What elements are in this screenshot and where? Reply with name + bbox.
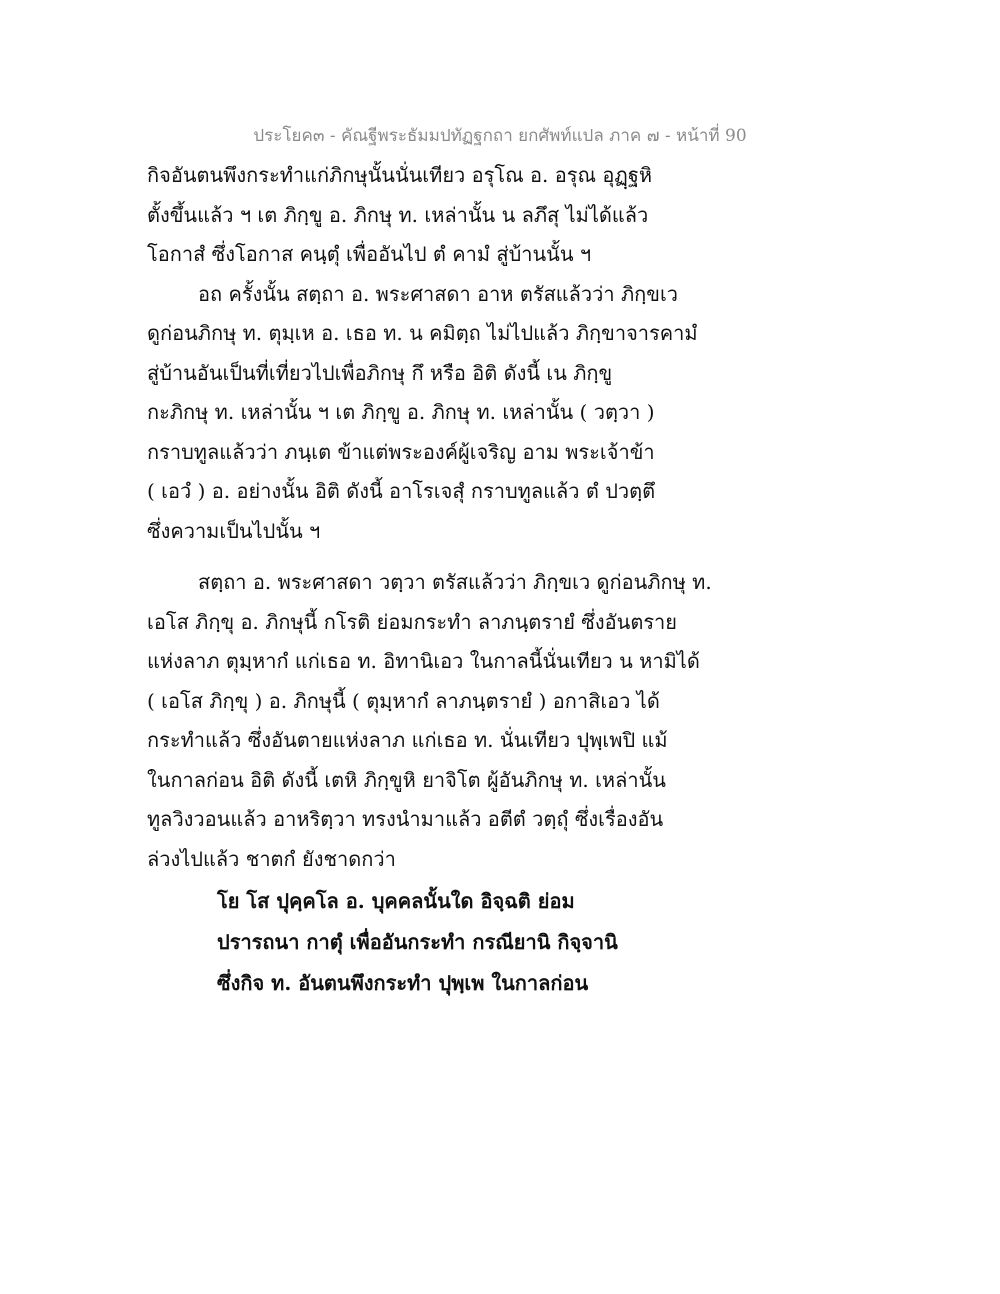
verse-line: ซึ่งกิจ ท. อันตนพึงกระทำ ปุพฺเพ ในกาลก่อน <box>217 971 589 995</box>
text-line: สู่บ้านอันเป็นที่เที่ยวไปเพื่อภิกษุ กึ หรือ อิติ ดังนี้ เน ภิกฺขู <box>147 360 613 385</box>
text-line: ในกาลก่อน อิติ ดังนี้ เตหิ ภิกฺขูหิ ยาจิโต ผู้อันภิกษุ ท. เหล่านั้น <box>147 767 666 792</box>
text-line: ซึ่งความเป็นไปนั้น ฯ <box>147 518 321 543</box>
text-line: แห่งลาภ ตุมฺหากํ แก่เธอ ท. อิทานิเอว ในกาลนี้นั่นเทียว น หามิได้ <box>147 649 700 673</box>
verse-block <box>147 881 867 1004</box>
document-body <box>147 156 867 1004</box>
text-line: เอโส ภิกฺขุ อ. ภิกษุนี้ กโรติ ย่อมกระทำ ลาภนฺตรายํ ซึ่งอันตราย <box>147 609 678 634</box>
paragraph-gap <box>147 551 867 563</box>
text-line: อถ ครั้งนั้น สตฺถา อ. พระศาสดา อาห ตรัสแล้วว่า ภิกฺขเว <box>198 281 679 306</box>
text-line: กะภิกษุ ท. เหล่านั้น ฯ เต ภิกฺขู อ. ภิกษุ ท. เหล่านั้น ( วตฺวา ) <box>147 400 655 424</box>
text-line: ล่วงไปแล้ว ชาตกํ ยังชาดกว่า <box>147 846 396 871</box>
text-line: ทูลวิงวอนแล้ว อาหริตฺวา ทรงนำมาแล้ว อตีตํ วตฺถุํ ซึ่งเรื่องอัน <box>147 807 664 831</box>
text-line: ดูก่อนภิกษุ ท. ตุมฺเห อ. เธอ ท. น คมิตฺถ ไม่ไปแล้ว ภิกฺขาจารคามํ <box>147 321 698 345</box>
text-line: ตั้งขึ้นแล้ว ฯ เต ภิกฺขู อ. ภิกษุ ท. เหล่านั้น น ลภึสุ ไม่ได้แล้ว <box>147 202 649 227</box>
text-line: กิจอันตนพึงกระทำแก่ภิกษุนั้นนั่นเทียว อรุโณ อ. อรุณ อุฏฺฐหิ <box>147 163 653 187</box>
text-line: โอกาสํ ซึ่งโอกาส คนฺตุํ เพื่ออันไป ตํ คามํ สู่บ้านนั้น ฯ <box>147 242 592 266</box>
text-line: ( เอโส ภิกฺขุ ) อ. ภิกษุนี้ ( ตุมฺหากํ ลาภนฺตรายํ ) อกาสิเอว ได้ <box>147 688 660 713</box>
text-line: ( เอวํ ) อ. อย่างนั้น อิติ ดังนี้ อาโรเจสุํ กราบทูลแล้ว ตํ ปวตฺตึ <box>147 479 656 503</box>
page-header: ประโยค๓ - คัณฐีพระธัมมปทัฏฐกถา ยกศัพท์แปล ภาค ๗ - หน้าที่ 90 <box>253 126 747 146</box>
paragraph <box>147 275 867 552</box>
text-line: สตฺถา อ. พระศาสดา วตฺวา ตรัสแล้วว่า ภิกฺขเว ดูก่อนภิกษุ ท. <box>198 570 712 594</box>
text-line: กระทำแล้ว ซึ่งอันตายแห่งลาภ แก่เธอ ท. นั่นเทียว ปุพฺเพปิ แม้ <box>147 728 668 752</box>
paragraph <box>147 563 867 879</box>
verse-line: ปรารถนา กาตุํ เพื่ออันกระทำ กรณียานิ กิจฺจานิ <box>217 930 618 954</box>
text-line: กราบทูลแล้วว่า ภนฺเต ข้าแต่พระองค์ผู้เจริญ อาม พระเจ้าข้า <box>147 439 655 464</box>
paragraph <box>147 156 867 275</box>
verse-line: โย โส ปุคฺคโล อ. บุคคลนั้นใด อิจฺฉติ ย่อม <box>217 889 575 913</box>
